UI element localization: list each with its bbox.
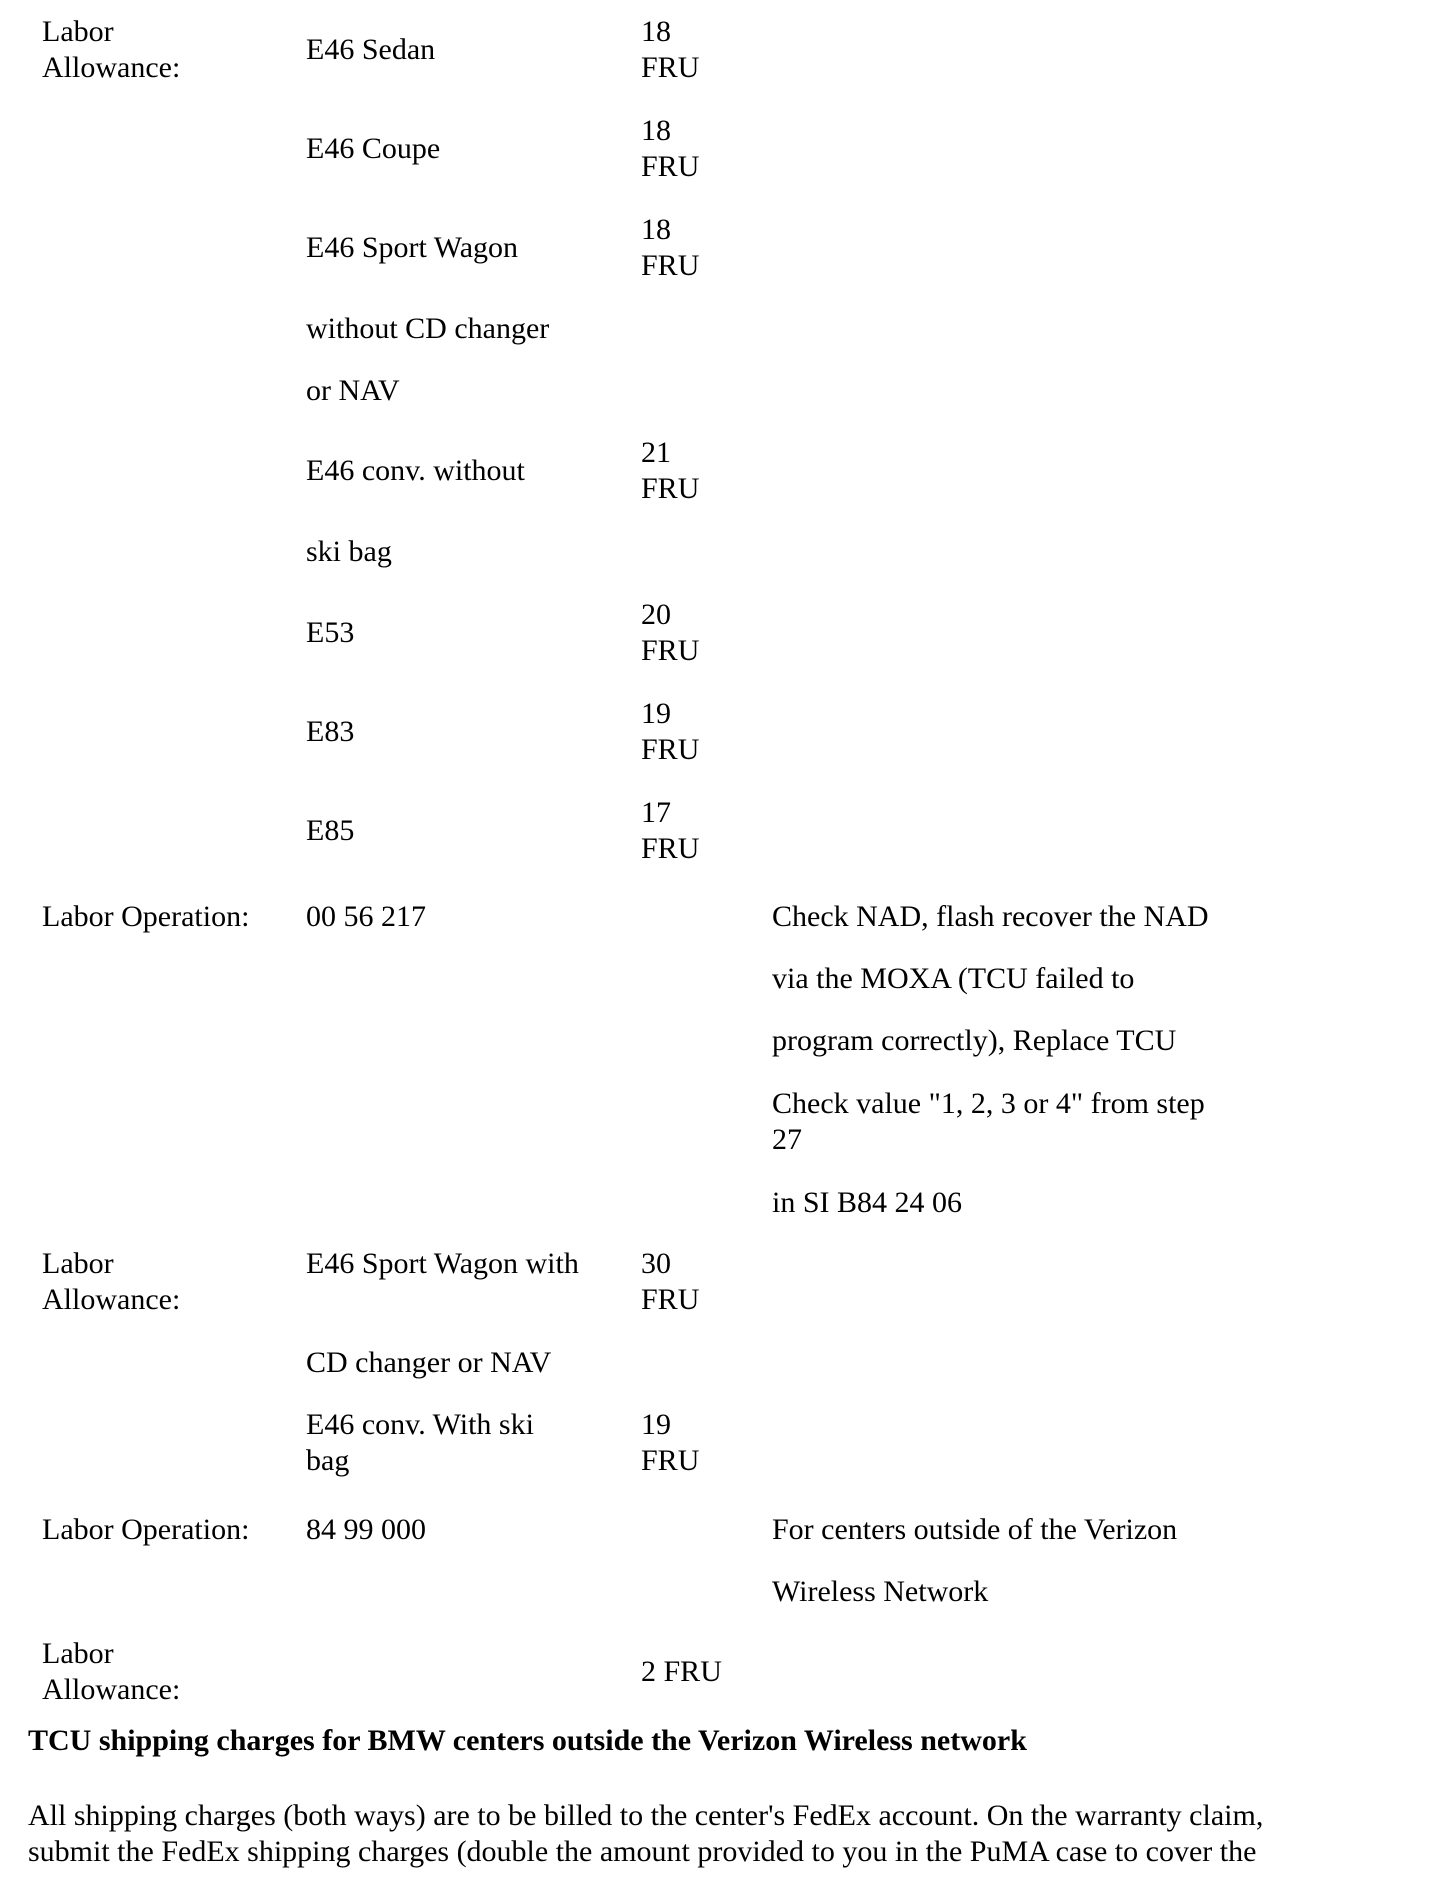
fru-value: 18 FRU [641,213,700,282]
section-heading: TCU shipping charges for BMW centers outside the Verizon Wireless network [28,1724,1027,1757]
fru-value: 19 FRU [641,1408,700,1477]
fru-value: 18 FRU [641,15,700,84]
labor-allowance-label: Labor Allowance: [42,1637,181,1706]
fru-value: 21 FRU [641,436,700,505]
labor-operation-label: Labor Operation: [42,1513,250,1546]
model-e46-sport-wagon: E46 Sport Wagon [306,231,519,264]
model-continuation: or NAV [306,374,400,407]
labor-allowance-label: Labor Allowance: [42,1247,181,1316]
model-e46-sedan: E46 Sedan [306,33,436,66]
labor-allowance-label: Labor Allowance: [42,15,181,84]
fru-value: 30 FRU [641,1247,700,1316]
model-e46-coupe: E46 Coupe [306,132,441,165]
fru-value: 19 FRU [641,697,700,766]
model-e46-conv-with-ski-bag: E46 conv. With ski bag [306,1408,534,1477]
operation-description: Check NAD, flash recover the NAD [772,900,1209,933]
model-continuation: CD changer or NAV [306,1346,552,1379]
operation-description: in SI B84 24 06 [772,1186,963,1219]
model-e46-conv: E46 conv. without [306,454,525,487]
fru-value: 2 FRU [641,1655,722,1688]
model-continuation: without CD changer [306,312,550,345]
fru-value: 20 FRU [641,598,700,667]
labor-operation-code: 00 56 217 [306,900,426,933]
model-e46-sport-wagon-with: E46 Sport Wagon with [306,1247,579,1280]
paragraph-line: All shipping charges (both ways) are to be billed to the center's FedEx account. On the warranty claim, [28,1799,1264,1832]
operation-description: For centers outside of the Verizon [772,1513,1178,1546]
paragraph-line: submit the FedEx shipping charges (double the amount provided to you in the PuMA case to cover the [28,1835,1257,1868]
labor-operation-label: Labor Operation: [42,900,250,933]
operation-description: Wireless Network [772,1575,989,1608]
operation-description: via the MOXA (TCU failed to [772,962,1135,995]
operation-description: Check value "1, 2, 3 or 4" from step 27 [772,1087,1205,1156]
model-e53: E53 [306,616,355,649]
operation-description: program correctly), Replace TCU [772,1024,1177,1057]
fru-value: 17 FRU [641,796,700,865]
model-continuation: ski bag [306,535,392,568]
model-e83: E83 [306,715,355,748]
fru-value: 18 FRU [641,114,700,183]
labor-operation-code: 84 99 000 [306,1513,426,1546]
model-e85: E85 [306,814,355,847]
